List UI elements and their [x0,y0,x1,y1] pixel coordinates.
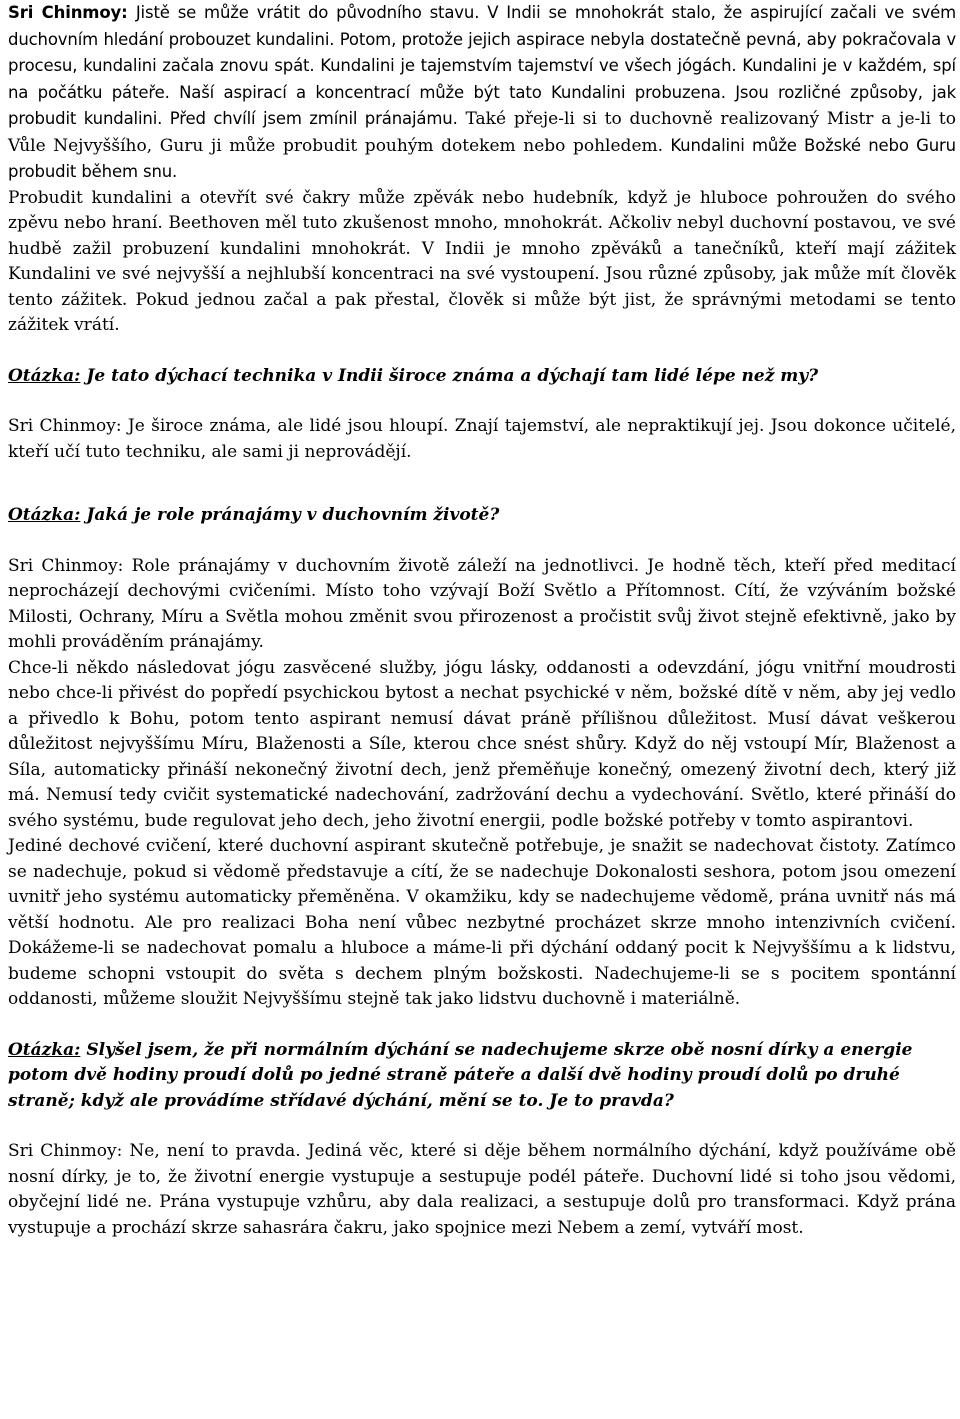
paragraph-breathing-purity: Jediné dechové cvičení, které duchovní aspirant skutečně potřebuje, je snažit se nadechovat čistoty. Zatímco se nadechuje, pokud si vědomě představuje a cítí, že se nadechuje Dokonalosti seshora, potom jsou omezení uvnitř jeho systému automaticky přeměněna. V okamžiku, kdy se nadechujeme vědomě, prána uvnitř nás má větší hodnotu. Ale pro realizaci Boha není vůbec nezbytné procházet skrze mnoho intenzivních cvičení. Dokážeme-li se nadechovat pomalu a hluboce a máme-li při dýchání oddaný pocit k Nejvyššímu a k lidstvu, budeme schopni vstoupit do světa s dechem plným božskosti. Nadechujeme-li se s pocitem spontánní oddanosti, můžeme sloužit Nejvyššímu stejně tak jako lidstvu duchovně i materiálně. [8,836,956,1009]
question-text: Jaká je role pránajámy v duchovním životě? [86,505,500,525]
question-text: Je tato dýchací technika v Indii široce známa a dýchají tam lidé lépe než my? [86,365,819,386]
answer-breathing-technique [8,414,956,465]
answer-text: Ne, není to pravda. Jediná věc, které si děje během normálního dýchání, když používáme obě nosní dírky, je to, že životní energie vystupuje a sestupuje podél páteře. Duchovní lidé si toho jsou vědomi, obyčejní lidé ne. Prána vystupuje vzhůru, aby dala realizaci, a sestupuje dolů pro transformaci. Když prána vystupuje a prochází skrze sahasrára čakru, jako spojnice mezi Nebem a zemí, vytváří most. [8,1141,957,1238]
question-alternate-breathing [8,1038,956,1115]
question-prefix: Otázka: [8,1039,81,1060]
speaker-label: Sri Chinmoy: [8,555,124,576]
speaker-label: Sri Chinmoy: [8,416,122,436]
answer-kundalini-return [8,0,956,186]
answer-text: Je široce známa, ale lidé jsou hloupí. Znají tajemství, ale nepraktikují jej. Jsou dokonce učitelé, kteří učí tuto techniku, ale sami ji neprovádějí. [8,416,956,462]
question-text: Slyšel jsem, že při normálním dýchání se nadechujeme skrze obě nosní dírky a energie potom dvě hodiny proudí dolů po jedné straně páteře a další dvě hodiny proudí dolů po druhé straně; když ale provádíme střídavé dýchání, mění se to. Je to pravda? [8,1039,913,1111]
question-breathing-technique [8,364,956,390]
question-prefix: Otázka: [8,365,81,386]
question-prefix: Otázka: [8,505,81,525]
speaker-label: Sri Chinmoy: [8,1141,123,1161]
paragraph-singer: Probudit kundalini a otevřít své čakry může zpěvák nebo hudebník, když je hluboce pohroužen do svého zpěvu nebo hraní. Beethoven měl tuto zkušenost mnoho, mnohokrát. Ačkoliv nebyl duchovní postavou, ve své hudbě zažil probuzení kundalini mnohokrát. V Indii je mnoho zpěváků a tanečníků, kteří mají zážitek Kundalini ve své nejvyšší a nejhlubší koncentraci na své vystoupení. Jsou různé způsoby, jak může mít člověk tento zážitek. Pokud jednou začal a pak přestal, člověk si může být jist, že správnými metodami se tento zážitek vrátí. [8,187,956,335]
paragraph-yoga-service: Chce-li někdo následovat jógu zasvěcené služby, jógu lásky, oddanosti a odevzdání, jógu vnitřní moudrosti nebo chce-li přivést do popředí psychickou bytost a nechat psychické v něm, božské dítě v něm, aby jej vedlo a přivedlo k Bohu, potom tento aspirant nemusí dávat práně přílišnou důležitost. Musí dávat veškerou důležitost nejvyššímu Míru, Blaženosti a Síle, kterou chce snést shůry. Když do něj vstoupí Mír, Blaženost a Síla, automaticky přináší nekonečný životní dech, jenž přeměňuje konečný, omezený životní dech, který již má. Nemusí tedy cvičit systematické nadechování, zadržování dechu a vydechování. Světlo, které přináší do svého systému, bude regulovat jeho dech, jeho životní energii, podle božské potřeby v tomto aspirantovi. [8,657,956,831]
document-page [8,0,956,1241]
answer-text: Role pránajámy v duchovním životě záleží na jednotlivci. Je hodně těch, kteří před meditací neprocházejí dechovými cvičeními. Místo toho vzývají Boží Světlo a Přítomnost. Cítí, že vzýváním božské Milosti, Ochrany, Míru a Světla mohou změnit svou přirozenost a pročistit svůj život stejně efektivně, jako by mohli prováděním pránajámy. [8,555,956,652]
question-pranayama-role [8,503,956,529]
answer-alternate-breathing [8,1139,956,1241]
speaker-label: Sri Chinmoy: [8,3,128,22]
answer-text-sans-tail: Kundalini může Božské nebo Guru probudit během snu. [8,135,956,181]
answer-pranayama-role [8,554,956,656]
answer-text-sans: Jistě se může vrátit do původního stavu. V Indii se mnohokrát stalo, že aspirující začali ve svém duchovním hledání probouzet kundalini. Potom, protože jejich aspirace nebyla dostatečně pevná, aby pokračovala v procesu, kundalini začala znovu spát. Kundalini je tajemstvím tajemství ve všech jógách. Kundalini je v každém, spí na počátku páteře. Naší aspirací a koncentrací může být tato Kundalini probuzena. Jsou rozličné způsoby, jak probudit kundalini. Před chvílí jsem zmínil pránajámu. [8,3,956,128]
answer-text-serif: Také přeje-li si to duchovně realizovaný Mistr a je-li to Vůle Nejvyššího, Guru ji může probudit pouhým dotekem nebo pohledem. [8,109,956,156]
